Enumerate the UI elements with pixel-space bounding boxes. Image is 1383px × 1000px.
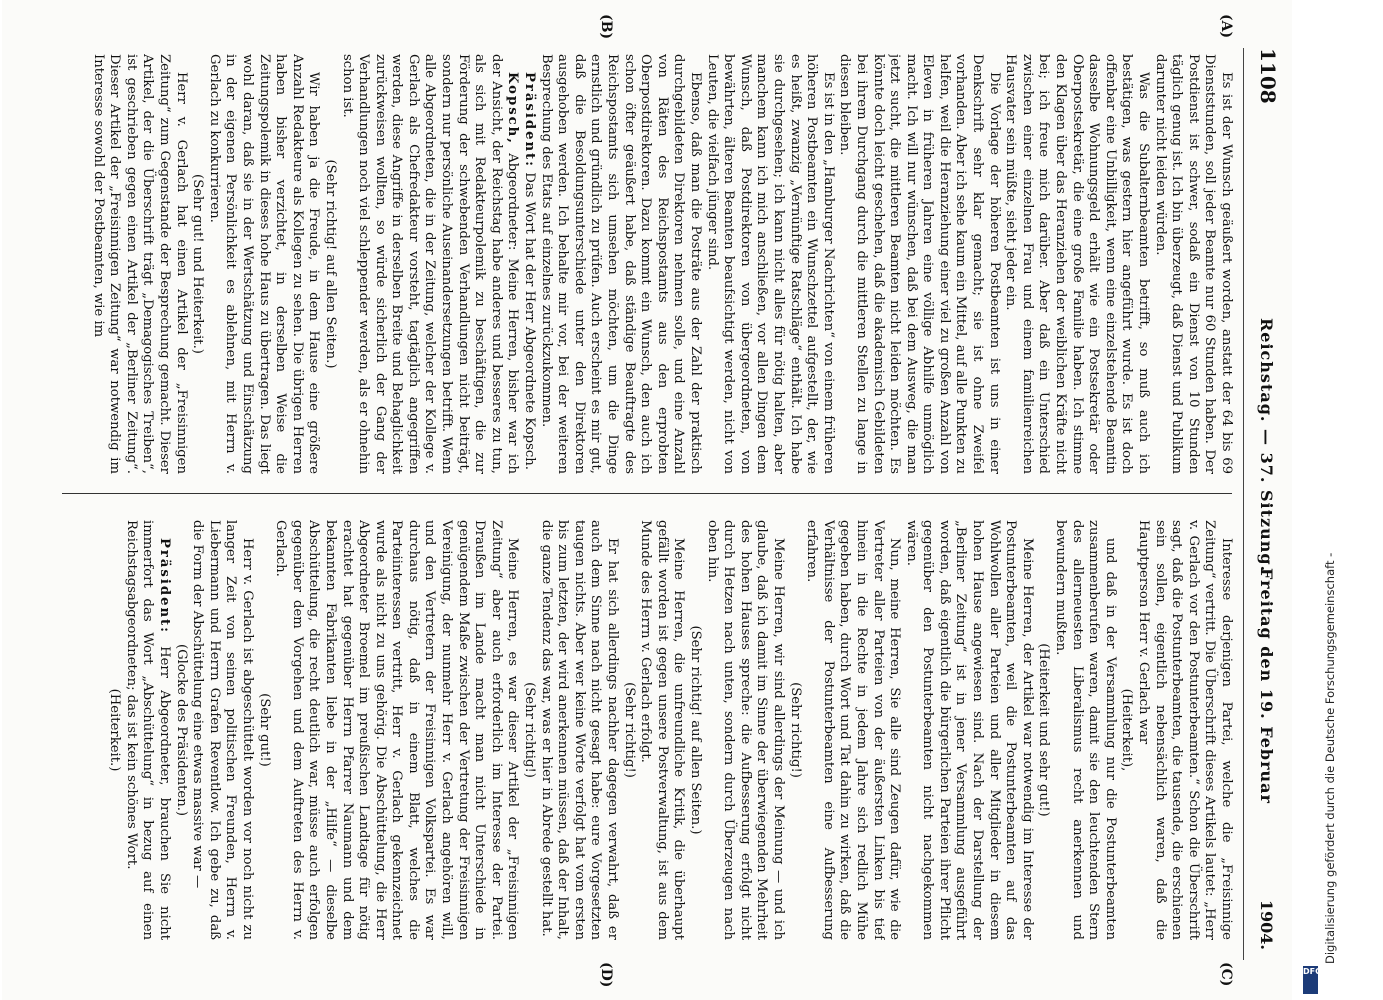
dfg-logo: DFG xyxy=(1303,966,1318,994)
speaker-text: Das Wort hat der Herr Abgeordnete Kopsch. xyxy=(522,172,538,470)
column-divider xyxy=(62,493,1232,494)
interjection: (Sehr gut!) xyxy=(256,693,272,767)
interjection: (Sehr richtig!) xyxy=(621,682,637,778)
header-date: Freitag den 19. Februar xyxy=(1257,568,1276,804)
paragraph: Herr v. Gerlach hat einen Artikel der „Freisinnigen Zeitung“ zum Gegenstande der Besprechung gemacht. Dieser Artikel, der die Überschrift trägt „Demagogisches Treiben“, ist geschrieben gegen einen Artikel der „Berliner Zeitung“. Dieser Artikel der „Freisinnigen Zeitung“ war notwendig im Interesse sowohl der Postbeamten, wie im xyxy=(90,54,189,474)
interjection: (Heiterkeit.) xyxy=(107,688,123,772)
speaker-name: Kopsch, xyxy=(505,72,521,145)
paragraph: Wir haben ja die Freude, in dem Hause eine größere Anzahl Redakteure als Kollegen zu sehen. Die übrigen Herren haben bisher verzichtet, in derselben Weise die Zeitungspolemik in dieses hohe Haus zu übertragen. Das liegt wohl daran, daß sie in der Wertschätzung und Einschätzung in der eigenen Persönlichkeit es ablehnen, mit Herrn v. Gerlach zu konkurrieren. xyxy=(206,54,322,474)
page-number: 1108 xyxy=(1256,48,1280,104)
interjection: (Sehr richtig!) xyxy=(787,682,803,778)
left-column xyxy=(54,54,1234,474)
speaker-text: Abgeordneter: Meine Herren, bisher war ich der Ansicht, der Reichstag habe anderes und besseres zu tun, als sich mit Redakteurpolemik zu beschäftigen, die zur Förderung der schwebenden Verhandlungen nicht beiträgt, sondern nur persönliche Auseinandersetzungen betrifft. Wenn alle Abgeordneten, die in der Zeitung, welcher der Kollege v. Gerlach als Chefredakteur vorsteht, tagtäglich angegriffen werden, diese Angriffe in derselben Breite und Behaglichkeit zurückweisen wollten, so würde sicherlich der Gang der Verhandlungen noch viel schleppender werden, als er ohnehin schon ist. xyxy=(339,54,521,474)
speaker-paragraph xyxy=(520,54,537,474)
paragraph: Meine Herren, wir sind allerdings der Meinung — und ich glaube, daß ich damit im Sinne der überwiegenden Mehrheit des hohen Hauses spreche: die Aufbesserung erfolgt nicht durch Hetzen nach unten, sondern durch Überzeugen nach oben hin. xyxy=(704,520,786,940)
interjection: (Sehr richtig!) xyxy=(522,682,538,778)
speaker-paragraph xyxy=(122,520,172,940)
interjection: (Sehr richtig! auf allen Seiten.) xyxy=(322,159,338,369)
paragraph: Herr v. Gerlach ist abgeschüttelt worden vor noch nicht zu langer Zeit von seinen politischen Freunden, Herrn v. Liebermann und Herrn Grafen Reventlow. Ich gebe zu, daß die Form der Abschüttelung eine etwas massive war — xyxy=(190,520,255,940)
margin-mark-a: (A) xyxy=(1218,14,1234,39)
paragraph: und daß in der Versammlung nur die Postunterbeamten zusammenberufen waren, damit sie den leuchtenden Stern des allerneuesten Liberalismus recht anerkennen und bewundern mußten. xyxy=(1053,520,1118,940)
page-header xyxy=(1244,48,1280,960)
right-column xyxy=(54,520,1234,940)
speaker-name: Präsident: xyxy=(522,72,538,169)
paragraph: Meine Herren, die unfreundliche Kritik, die überhaupt gefällt worden ist gegen unsere Postverwaltung, ist aus dem Munde des Herrn v. Gerlach erfolgt. xyxy=(638,520,687,940)
paragraph: Meine Herren, es war dieser Artikel der „Freisinnigen Zeitung“ aber auch erforderlich im Interesse der Partei. Draußen im Lande macht man nicht Unterschiede in genügendem Maße zwischen der Vertretung der Freisinnigen Vereinigung, der nunmehr Herr v. Gerlach angehören will, und den Vertretern der Freisinnigen Volkspartei. Es war durchaus nötig, daß in einem Blatt, welches die Parteiinteressen vertritt, Herr v. Gerlach gekennzeichnet wurde als nicht zu uns gehörig. Die Abschüttelung, die Herr Abgeordneter Broemel im preußischen Landtage für nötig erachtet hat gegenüber Herrn Pfarrer Naumann und dem bekannten Fabrikanten liebe in der „Hilfe“ — dieselbe Abschüttelung, die recht deutlich war, müsse auch erfolgen gegenüber dem Vorgehen und dem Auftreten des Herrn v. Gerlach. xyxy=(273,520,521,940)
header-title: Reichstag. — 37. Sitzung. xyxy=(1257,318,1276,573)
speaker-text: Herr Abgeordneter, brauchen Sie nicht immerfort das Wort „Abschüttelung“ in bezug auf einen Reichstagsabgeordneten; das ist kein schönes Wort. xyxy=(123,520,172,940)
paragraph: Die Vorlage der höheren Postbeamten ist uns in einer Denkschrift sehr klar gemacht; sie ist ohne Zweifel vorhanden. Aber ich sehe kaum ein Mittel, auf alle Punkten zu helfen, weil die Heranziehung einer viel zu großen Anzahl von Eleven in früheren Jahren eine völlige Abhilfe unmöglich macht. Ich will nur wünschen, daß bei dem Ausweg, die man jetzt sucht, die mittleren Beamten nicht leiden möchten. Es könnte doch leicht geschehen, daß die akademisch Gebildeten bei ihrem Durchgang durch die mittleren Stellen zu lange in diesen bleiben. xyxy=(837,54,1002,474)
interjection: (Heiterkeit und sehr gut!) xyxy=(1036,643,1052,817)
paragraph: Interesse derjenigen Partei, welche die „Freisinnige Zeitung“ vertritt. Die Überschrift dieses Artikels lautet: „Herr v. Gerlach vor den Postunterbeamten.“ Schon die Überschrift sagt, daß die Postunterbeamten, die tausende, die erschienen sein sollen, eigentlich nebensächlich waren, daß die Hauptperson Herr v. Gerlach war xyxy=(1136,520,1234,940)
interjection: (Sehr gut! und Heiterkeit.) xyxy=(190,174,206,354)
paragraph: Es ist der Wunsch geäußert worden, anstatt der 64 bis 69 Dienststunden, soll jeder Beamte nur 60 Stunden haben. Der Postdienst ist schwer, sodaß ein Dienst von 10 Stunden täglich genug ist. Ich bin überzeugt, daß Dienst und Publikum darunter nicht leiden würden. xyxy=(1152,54,1234,474)
paragraph: Es ist in den „Hamburger Nachrichten“ von einem früheren höheren Postbeamten ein Wunschzettel aufgestellt, der, wie es heißt, zwanzig „Vernünftige Ratschläge“ enthält. Ich habe sie durchgesehen; ich kann nicht alles für nötig halten, aber manchem kann ich mich anschließen, vor allen Dingen dem Wunsch, daß Postdirektoren von übergeordneten, von bewährten, älteren Beamten beaufsichtigt werden, nicht von Leuten, die vielfach jünger sind. xyxy=(704,54,836,474)
paragraph: Ebenso, daß man die Posträte aus der Zahl der praktisch durchgebildeten Direktoren nehmen solle, und eine Anzahl von Räten des Reichspostamts aus den erprobten Oberpostdirektoren. Dazu kommt ein Wunsch, den auch ich schon öfter geäußert habe, daß ständige Beauftragte des Reichspostamts sich umsehen möchten, um die Dinge ernstlich und gründlich zu prüfen. Auch erscheint es mir gut, daß die Besoldungsunterschiede unter den Direktoren ausgehoben werden. Ich behalte mir vor, bei der weiteren Besprechung des Etats auf einzelnes zurückzukommen. xyxy=(538,54,703,474)
paragraph: Er hat sich allerdings nachher dagegen verwahrt, daß er auch dem Sinne nach nicht gesagt habe: eure Vorgesetzten taugen nichts. Aber wer keine Worte verfolgt hat vom ersten bis zum letzten, der wird anerkennen müssen, daß der Inhalt, die ganze Tendenz das war, was er hier in Abrede gestellt hat. xyxy=(538,520,621,940)
paragraph: Was die Subalternbeamten betrifft, so muß auch ich bestätigen, was gestern hier angeführt wurde. Es ist doch offenbar eine Unbilligkeit, wenn eine einzelstehende Beamtin dasselbe Wohnungsgeld erhält wie ein Postsekretär oder Oberpostsekretär, die eine große Familie haben. Ich stimme den Klagen über das Heranziehen der weiblichen Kräfte nicht bei; ich freue mich darüber. Aber daß ein Unterschied zwischen einer einzelnen Frau und einem familienreichen Hausvater sein müßte, sieht jeder ein. xyxy=(1003,54,1152,474)
header-rule xyxy=(1243,48,1244,960)
margin-mark-b: (B) xyxy=(598,14,614,40)
speaker-name: Präsident: xyxy=(157,538,172,635)
paragraph: Nun, meine Herren, Sie alle sind Zeugen dafür, wie die Vertreter aller Parteien von der äußersten Linken bis tief hinein in die Rechte in jedem Jahre sich redlich Mühe gegeben haben, durch Wort und Tat dahin zu wirken, daß die Verhältnisse der Postunterbeamten eine Aufbesserung erfahren. xyxy=(804,520,903,940)
interjection: (Sehr richtig! auf allen Seiten.) xyxy=(688,625,703,835)
header-year: 1904. xyxy=(1257,899,1276,950)
speaker-paragraph xyxy=(338,54,521,474)
margin-mark-d: (D) xyxy=(598,962,614,988)
interjection: (Glocke des Präsidenten.) xyxy=(173,643,189,817)
rotated-page xyxy=(2,0,1292,1000)
interjection: (Heiterkeit), xyxy=(1119,688,1135,772)
funding-sidebar xyxy=(1300,0,1383,1000)
margin-mark-c: (C) xyxy=(1218,962,1234,987)
funding-note: Digitalisierung gefördert durch die Deutsche Forschungsgemeinschaft - xyxy=(1323,552,1337,964)
paragraph: Meine Herren, der Artikel war notwendig im Interesse der Postunterbeamten, weil die Postunterbeamten auf das Wohlwollen aller Parteien und aller Mitglieder in diesem hohen Hause angewiesen sind. Nach der Darstellung der „Berliner Zeitung“ ist in jener Versammlung ausgeführt worden, daß eigentlich die bürgerlichen Parteien ihrer Pflicht gegenüber den Postunterbeamten nicht nachgekommen wären. xyxy=(903,520,1035,940)
